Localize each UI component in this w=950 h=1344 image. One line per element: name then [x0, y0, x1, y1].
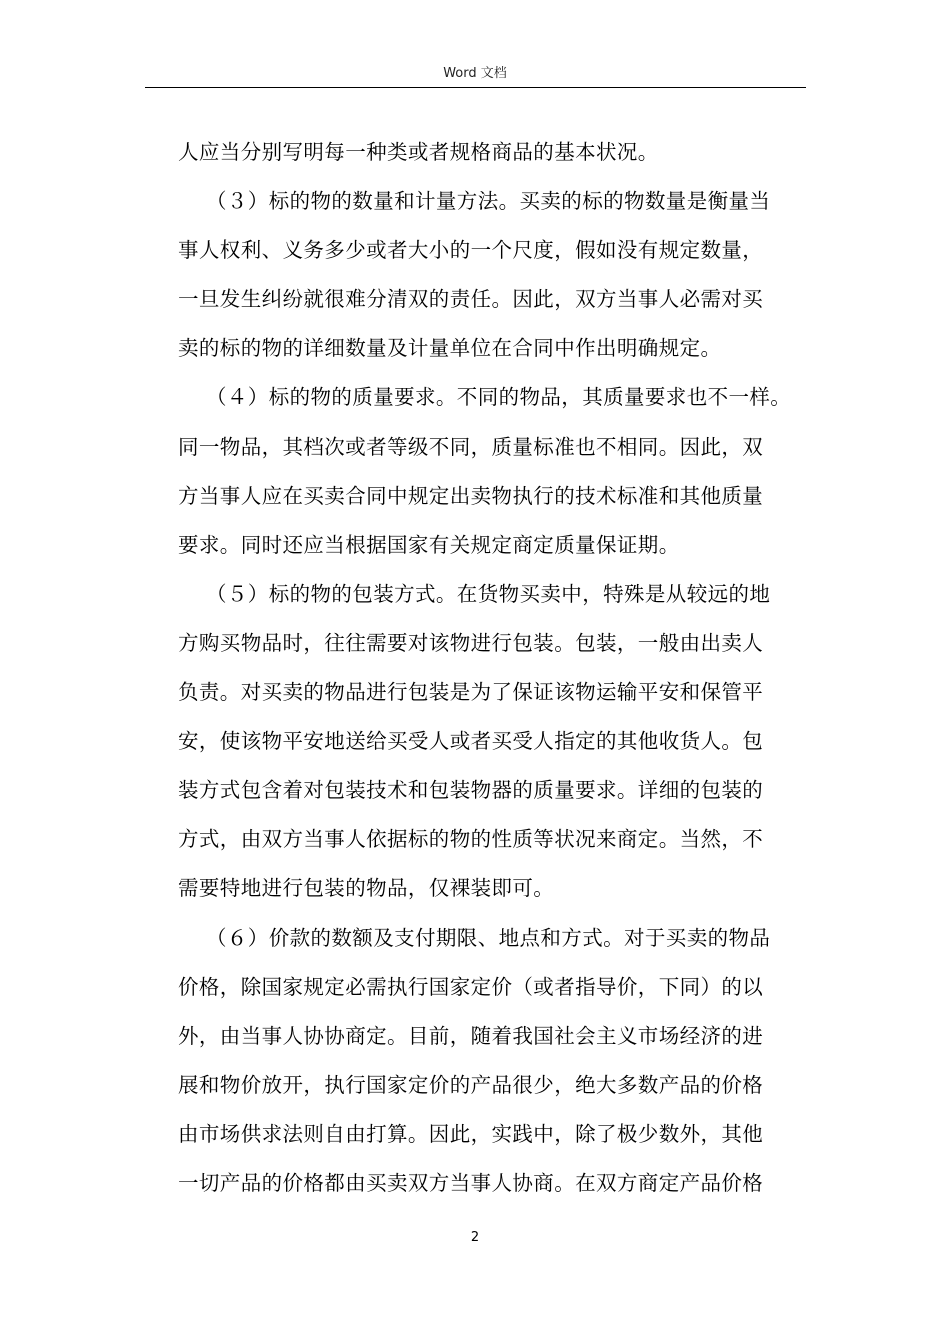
text-line: 展和物价放开，执行国家定价的产品很少，绝大多数产品的价格 — [178, 1072, 764, 1097]
text-line: 方当事人应在买卖合同中规定出卖物执行的技术标准和其他质量 — [178, 483, 764, 508]
text-line: （５）标的物的包装方式。在货物买卖中，特殊是从较远的地 — [206, 581, 771, 606]
text-line: 需要特地进行包装的物品，仅裸装即可。 — [178, 876, 555, 901]
text-line: 事人权利、义务多少或者大小的一个尺度，假如没有规定数量， — [178, 238, 764, 263]
text-line: （６）价款的数额及支付期限、地点和方式。对于买卖的物品 — [206, 925, 771, 950]
text-line: 一旦发生纠纷就很难分清双的责任。因此，双方当事人必需对买 — [178, 287, 764, 312]
text-line: 卖的标的物的详细数量及计量单位在合同中作出明确规定。 — [178, 336, 722, 361]
text-line: 由市场供求法则自由打算。因此，实践中，除了极少数外，其他 — [178, 1121, 764, 1146]
text-line: 要求。同时还应当根据国家有关规定商定质量保证期。 — [178, 532, 680, 557]
text-line: 同一物品，其档次或者等级不同，质量标准也不相同。因此，双 — [178, 434, 764, 459]
text-line: 人应当分别写明每一种类或者规格商品的基本状况。 — [178, 140, 659, 164]
text-line: 装方式包含着对包装技术和包装物器的质量要求。详细的包装的 — [178, 778, 764, 803]
text-line: 一切产品的价格都由买卖双方当事人协商。在双方商定产品价格 — [178, 1170, 764, 1195]
text-line: （４）标的物的质量要求。不同的物品，其质量要求也不一样。 — [206, 385, 792, 410]
text-line: 负责。对买卖的物品进行包装是为了保证该物运输平安和保管平 — [178, 680, 764, 705]
text-line: 方式，由双方当事人依据标的物的性质等状况来商定。当然，不 — [178, 827, 764, 852]
text-line: 外，由当事人协协商定。目前，随着我国社会主义市场经济的进 — [178, 1023, 764, 1048]
text-line: 方购买物品时，往往需要对该物进行包装。包装，一般由出卖人 — [178, 630, 764, 655]
text-line: 安，使该物平安地送给买受人或者买受人指定的其他收货人。包 — [178, 729, 764, 754]
header-rule — [145, 87, 806, 88]
page-number: 2 — [470, 1230, 480, 1245]
page-header: Word 文档 — [443, 66, 507, 81]
text-line: （３）标的物的数量和计量方法。买卖的标的物数量是衡量当 — [206, 189, 771, 214]
body-text — [178, 133, 804, 1213]
text-line: 价格，除国家规定必需执行国家定价（或者指导价，下同）的以 — [178, 974, 764, 999]
